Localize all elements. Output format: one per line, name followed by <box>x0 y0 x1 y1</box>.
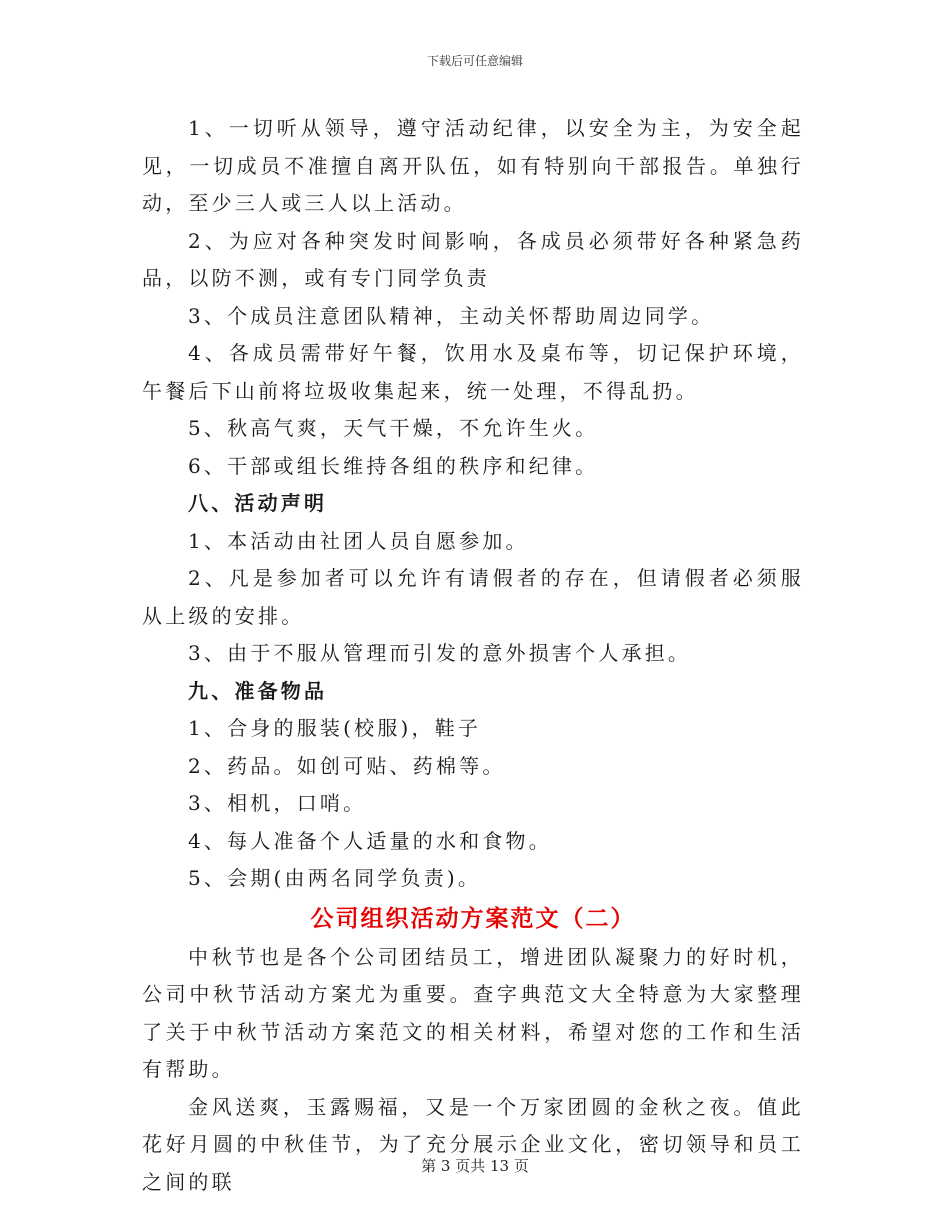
section-title-2: 公司组织活动方案范文（二） <box>310 904 636 932</box>
rule-1: 1、一切听从领导，遵守活动纪律，以安全为主，为安全起见，一切成员不准擅自离开队伍，如有特别向干部报告。单独行动，至少三人或三人以上活动。 <box>142 116 804 215</box>
statement-heading: 八、活动声明 <box>188 491 328 515</box>
item-2: 2、药品。如创可贴、药棉等。 <box>188 753 506 778</box>
statement-3: 3、由于不服从管理而引发的意外损害个人承担。 <box>188 641 692 665</box>
statement-2: 2、凡是参加者可以允许有请假者的存在，但请假者必须服从上级的安排。 <box>142 566 804 628</box>
intro-paragraph-1: 中秋节也是各个公司团结员工，增进团队凝聚力的好时机，公司中秋节活动方案尤为重要。查字典范文大全特意为大家整理了关于中秋节活动方案范文的相关材料，希望对您的工作和生活有帮助。 <box>142 944 804 1081</box>
items-heading: 九、准备物品 <box>188 678 328 703</box>
document-body <box>142 110 804 1201</box>
item-3: 3、相机，口哨。 <box>188 791 367 815</box>
rule-5: 5、秋高气爽，天气干燥，不允许生火。 <box>188 416 599 440</box>
rule-3: 3、个成员注意团队精神，主动关怀帮助周边同学。 <box>188 303 715 328</box>
statement-1: 1、本活动由社团人员自愿参加。 <box>188 528 529 553</box>
item-1: 1、合身的服装(校服)，鞋子 <box>188 716 482 740</box>
rule-4: 4、各成员需带好午餐，饮用水及桌布等，切记保护环境，午餐后下山前将垃圾收集起来，统一处理，不得乱扔。 <box>142 341 804 403</box>
page-header: 下载后可任意编辑 <box>426 54 523 68</box>
page-footer: 第 3 页共 13 页 <box>421 1157 529 1175</box>
rule-6: 6、干部或组长维持各组的秩序和纪律。 <box>188 453 599 478</box>
item-5: 5、会期(由两名同学负责)。 <box>188 866 482 890</box>
item-4: 4、每人准备个人适量的水和食物。 <box>188 828 552 853</box>
rule-2: 2、为应对各种突发时间影响，各成员必须带好各种紧急药品，以防不测，或有专门同学负责 <box>142 228 804 290</box>
intro-paragraph-2: 金风送爽，玉露赐福，又是一个万家团圆的金秋之夜。值此花好月圆的中秋佳节，为了充分展示企业文化，密切领导和员工之间的联 <box>142 1094 804 1194</box>
